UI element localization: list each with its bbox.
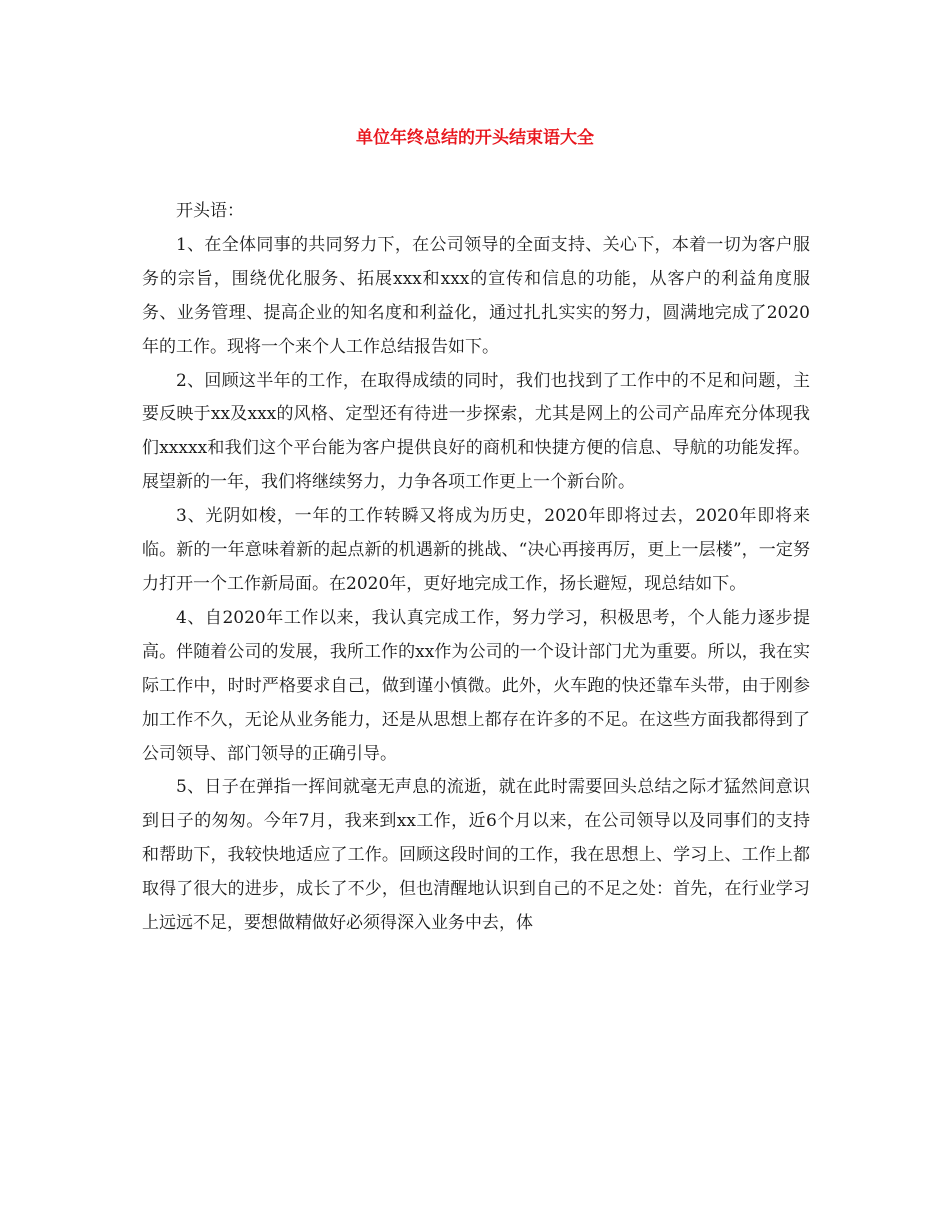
paragraph-5: 5、日子在弹指一挥间就毫无声息的流逝，就在此时需要回头总结之际才猛然间意识到日子的匆匆。今年7月，我来到xx工作，近6个月以来，在公司领导以及同事们的支持和帮助下，我较快地适应了工作。回顾这段时间的工作，我在思想上、学习上、工作上都取得了很大的进步，成长了不少，但也清醒地认识到自己的不足之处：首先，在行业学习上远远不足，要想做精做好必须得深入业务中去，体 [142, 777, 810, 934]
document-body [142, 195, 810, 941]
paragraph-4: 4、自2020年工作以来，我认真完成工作，努力学习，积极思考，个人能力逐步提高。伴随着公司的发展，我所工作的xx作为公司的一个设计部门尤为重要。所以，我在实际工作中，时时严格要求自己，做到谨小慎微。此外，火车跑的快还靠车头带，由于刚参加工作不久，无论从业务能力，还是从思想上都存在许多的不足。在这些方面我都得到了公司领导、部门领导的正确引导。 [142, 607, 810, 764]
section-heading: 开头语： [176, 201, 244, 221]
paragraph-2: 2、回顾这半年的工作，在取得成绩的同时，我们也找到了工作中的不足和问题，主要反映于xx及xxx的风格、定型还有待进一步探索，尤其是网上的公司产品库充分体现我们xxxxx和我们这个平台能为客户提供良好的商机和快捷方便的信息、导航的功能发挥。展望新的一年，我们将继续努力，力争各项工作更上一个新台阶。 [142, 370, 810, 493]
paragraph-1: 1、在全体同事的共同努力下，在公司领导的全面支持、关心下，本着一切为客户服务的宗旨，围绕优化服务、拓展xxx和xxx的宣传和信息的功能，从客户的利益角度服务、业务管理、提高企业的知名度和利益化，通过扎扎实实的努力，圆满地完成了2020年的工作。现将一个来个人工作总结报告如下。 [142, 234, 810, 357]
paragraph-3: 3、光阴如梭，一年的工作转瞬又将成为历史，2020年即将过去，2020年即将来临。新的一年意味着新的起点新的机遇新的挑战、“决心再接再厉，更上一层楼”，一定努力打开一个工作新局面。在2020年，更好地完成工作，扬长避短，现总结如下。 [142, 506, 810, 594]
document-title: 单位年终总结的开头结束语大全 [356, 128, 594, 148]
